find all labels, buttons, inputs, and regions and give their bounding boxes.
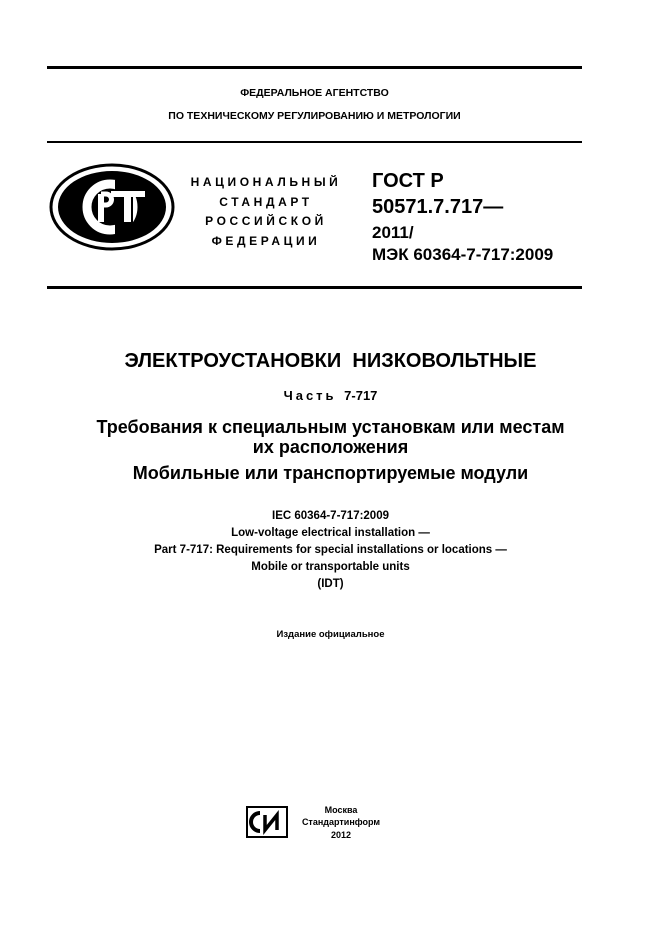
part-number: 7-717	[344, 388, 378, 403]
national-standard-line-3: РОССИЙСКОЙ	[205, 214, 327, 228]
designation-line-3: 2011/	[372, 223, 414, 242]
top-rule	[47, 66, 582, 69]
designation-rule	[47, 286, 582, 289]
english-line-4: Mobile or transportable units	[251, 561, 410, 573]
subtitle-line-3: Мобильные или транспортируемые модули	[132, 463, 529, 483]
gost-r-logo-icon	[48, 162, 176, 252]
header-rule	[47, 141, 582, 143]
national-standard-line-2: СТАНДАРТ	[219, 195, 313, 209]
english-line-1: IEC 60364-7-717:2009	[272, 510, 389, 522]
main-title: ЭЛЕКТРОУСТАНОВКИ НИЗКОВОЛЬТНЫЕ	[124, 350, 537, 372]
national-standard-line-1: НАЦИОНАЛЬНЫЙ	[190, 175, 342, 189]
english-line-5: (IDT)	[317, 578, 344, 590]
agency-line-1: ФЕДЕРАЛЬНОЕ АГЕНТСТВО	[240, 87, 389, 99]
subtitle-line-1: Требования к специальным установкам или местам	[96, 417, 565, 437]
designation-line-1: ГОСТ Р	[372, 170, 444, 192]
agency-line-2: ПО ТЕХНИЧЕСКОМУ РЕГУЛИРОВАНИЮ И МЕТРОЛОГИИ	[168, 110, 461, 122]
part-word: Часть	[283, 388, 337, 403]
publisher-year: 2012	[330, 830, 352, 840]
subtitle-line-2: их расположения	[252, 437, 409, 457]
designation-line-4: МЭК 60364-7-717:2009	[372, 245, 554, 264]
edition-label: Издание официальное	[276, 629, 385, 640]
publisher-city: Москва	[324, 805, 358, 815]
english-line-2: Low-voltage electrical installation —	[231, 527, 430, 539]
national-standard-line-4: ФЕДЕРАЦИИ	[211, 234, 321, 248]
english-line-3: Part 7-717: Requirements for special installations or locations —	[154, 544, 507, 556]
part-line	[0, 388, 661, 403]
publisher-logo-icon	[246, 806, 288, 838]
designation-line-2: 50571.7.717—	[372, 196, 504, 218]
publisher-name: Стандартинформ	[301, 817, 381, 827]
